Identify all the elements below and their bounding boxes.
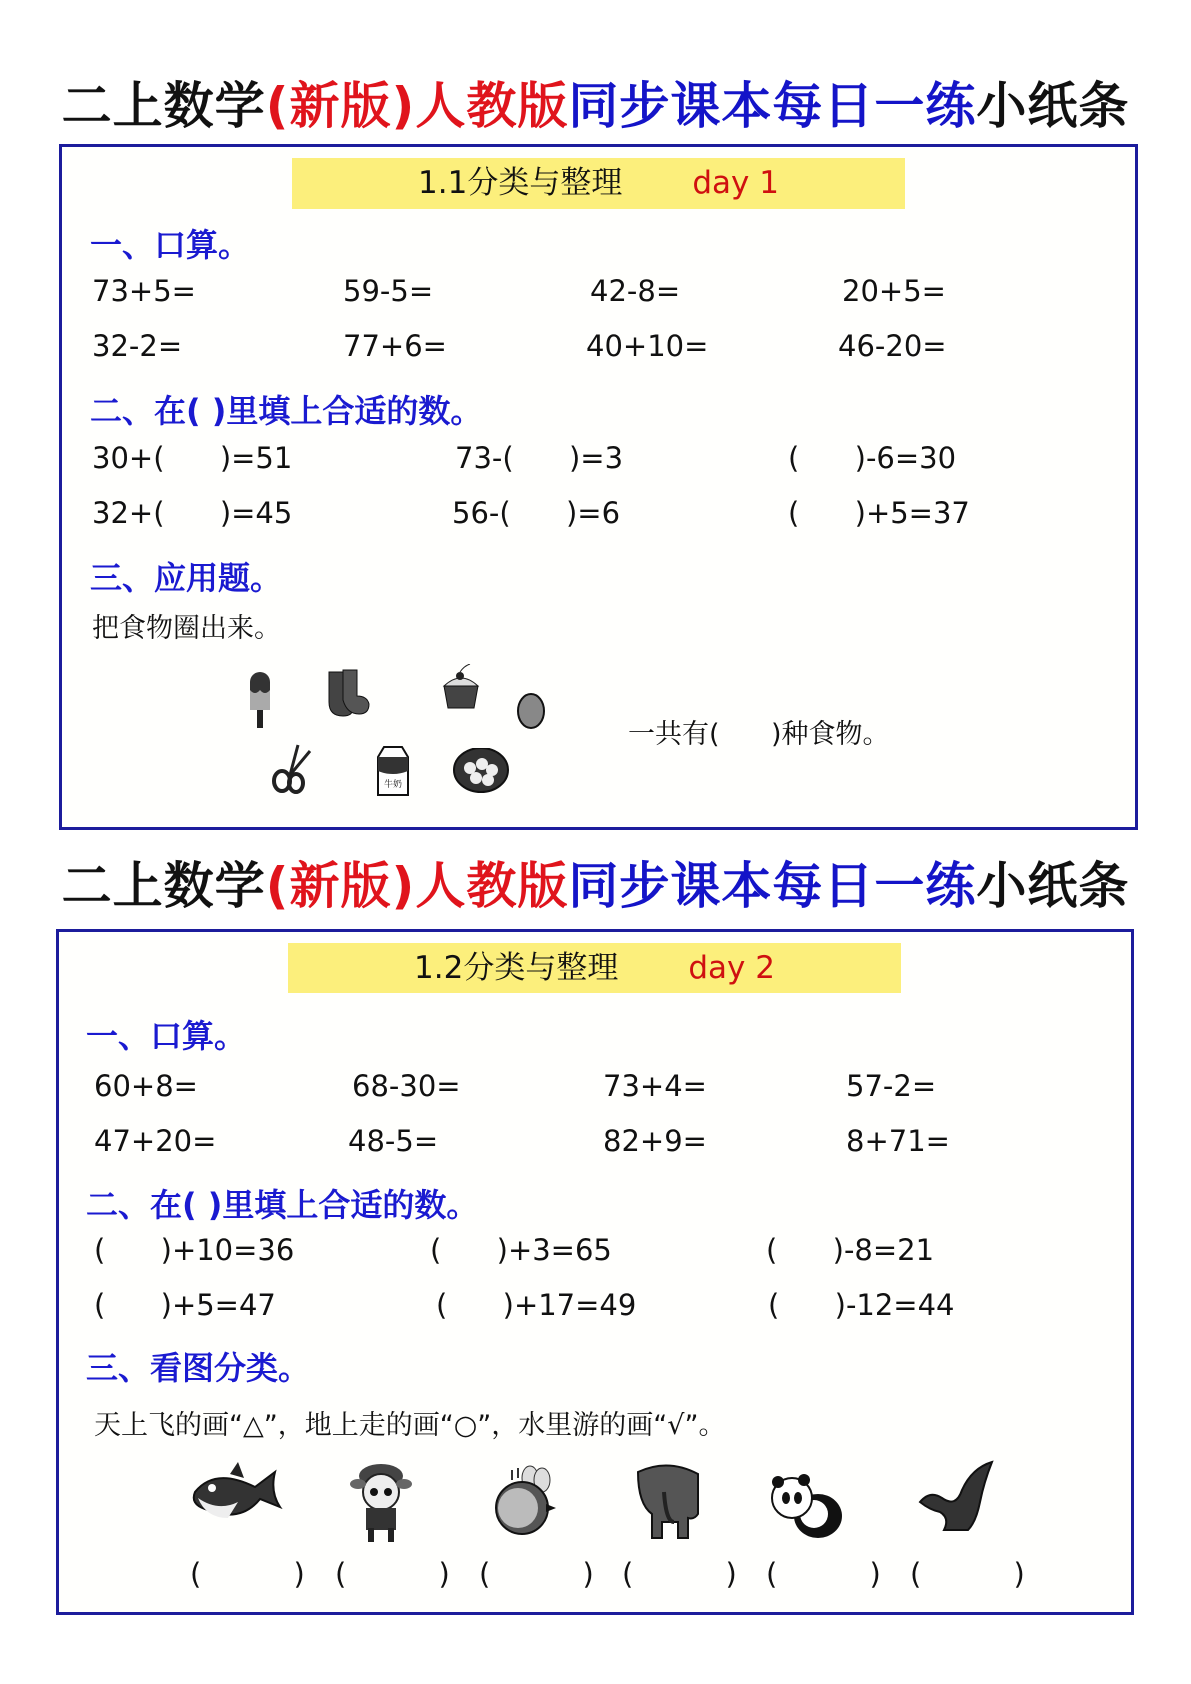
- fill-blank-equation: ( )+10=36: [94, 1233, 295, 1267]
- title-part: 小纸条: [976, 857, 1130, 915]
- equation: 60+8=: [94, 1069, 198, 1103]
- lesson-title: 1.2分类与整理: [414, 950, 619, 986]
- section-heading: 一、口算。: [86, 1017, 247, 1055]
- fill-blank-equation: 30+( )=51: [92, 441, 293, 475]
- equation: 73+5=: [92, 274, 196, 308]
- equation: 68-30=: [352, 1069, 461, 1103]
- lesson-banner: [288, 943, 901, 993]
- instruction-text: 天上飞的画“△”，地上走的画“○”，水里游的画“√”。: [94, 1410, 726, 1441]
- fill-blank-equation: 32+( )=45: [92, 496, 293, 530]
- fill-blank-equation: ( )-6=30: [788, 441, 957, 475]
- worksheet-title: [0, 66, 1191, 138]
- lesson-title: 1.1分类与整理: [418, 165, 623, 201]
- equation: 57-2=: [846, 1069, 937, 1103]
- tangyuan-bowl-icon: [452, 748, 510, 796]
- scissors-icon: [270, 743, 314, 795]
- fill-blank-equation: 73-( )=3: [455, 441, 624, 475]
- fill-blank-equation: ( )+17=49: [436, 1288, 637, 1322]
- title-part: (新版)人教版: [265, 77, 569, 135]
- title-part: 二上数学: [61, 857, 266, 915]
- equation: 42-8=: [590, 274, 681, 308]
- section-heading: 三、应用题。: [90, 559, 283, 597]
- answer-blank-panda[interactable]: ( ): [766, 1557, 881, 1591]
- answer-blank-bee[interactable]: ( ): [479, 1557, 594, 1591]
- instruction-text: 把食物圈出来。: [92, 613, 281, 644]
- answer-text: 一共有( )种食物。: [628, 719, 890, 750]
- egg-icon: [516, 692, 546, 730]
- bird-icon: [914, 1460, 994, 1538]
- fill-blank-equation: 56-( )=6: [452, 496, 621, 530]
- equation: 48-5=: [348, 1124, 439, 1158]
- title-part: 小纸条: [976, 77, 1130, 135]
- equation: 59-5=: [343, 274, 434, 308]
- title-part: 同步课本每日一练: [568, 857, 977, 915]
- fill-blank-equation: ( )-12=44: [768, 1288, 955, 1322]
- cupcake-icon: [440, 664, 482, 710]
- day-label: day 1: [692, 165, 779, 201]
- day-label: day 2: [688, 950, 775, 986]
- title-part: 同步课本每日一练: [568, 77, 977, 135]
- worksheet-title: [0, 846, 1191, 918]
- answer-blank-shark[interactable]: ( ): [190, 1557, 305, 1591]
- equation: 32-2=: [92, 329, 183, 363]
- fill-blank-equation: ( )+3=65: [430, 1233, 612, 1267]
- answer-blank-bird[interactable]: ( ): [910, 1557, 1025, 1591]
- equation: 82+9=: [603, 1124, 707, 1158]
- popsicle-icon: [245, 670, 275, 730]
- equation: 40+10=: [586, 329, 709, 363]
- milk-carton-icon: [374, 745, 412, 797]
- equation: 20+5=: [842, 274, 946, 308]
- sheep-icon: [350, 1462, 412, 1544]
- answer-blank-sheep[interactable]: ( ): [335, 1557, 450, 1591]
- section-heading: 一、口算。: [90, 226, 251, 264]
- section-heading: 二、在( )里填上合适的数。: [86, 1186, 479, 1224]
- equation: 8+71=: [846, 1124, 950, 1158]
- bee-icon: [490, 1464, 560, 1538]
- fill-blank-equation: ( )-8=21: [766, 1233, 935, 1267]
- equation: 77+6=: [343, 329, 447, 363]
- elephant-icon: [630, 1462, 706, 1542]
- socks-icon: [325, 668, 373, 718]
- panda-icon: [768, 1474, 844, 1540]
- shark-icon: [190, 1462, 290, 1540]
- milk-label: 牛奶: [383, 780, 403, 790]
- title-part: 二上数学: [61, 77, 266, 135]
- equation: 73+4=: [603, 1069, 707, 1103]
- lesson-banner: [292, 158, 905, 209]
- section-heading: 三、看图分类。: [86, 1349, 311, 1387]
- equation: 46-20=: [838, 329, 947, 363]
- equation: 47+20=: [94, 1124, 217, 1158]
- section-heading: 二、在( )里填上合适的数。: [90, 392, 483, 430]
- answer-blank-elephant[interactable]: ( ): [622, 1557, 737, 1591]
- fill-blank-equation: ( )+5=47: [94, 1288, 276, 1322]
- fill-blank-equation: ( )+5=37: [788, 496, 970, 530]
- title-part: (新版)人教版: [265, 857, 569, 915]
